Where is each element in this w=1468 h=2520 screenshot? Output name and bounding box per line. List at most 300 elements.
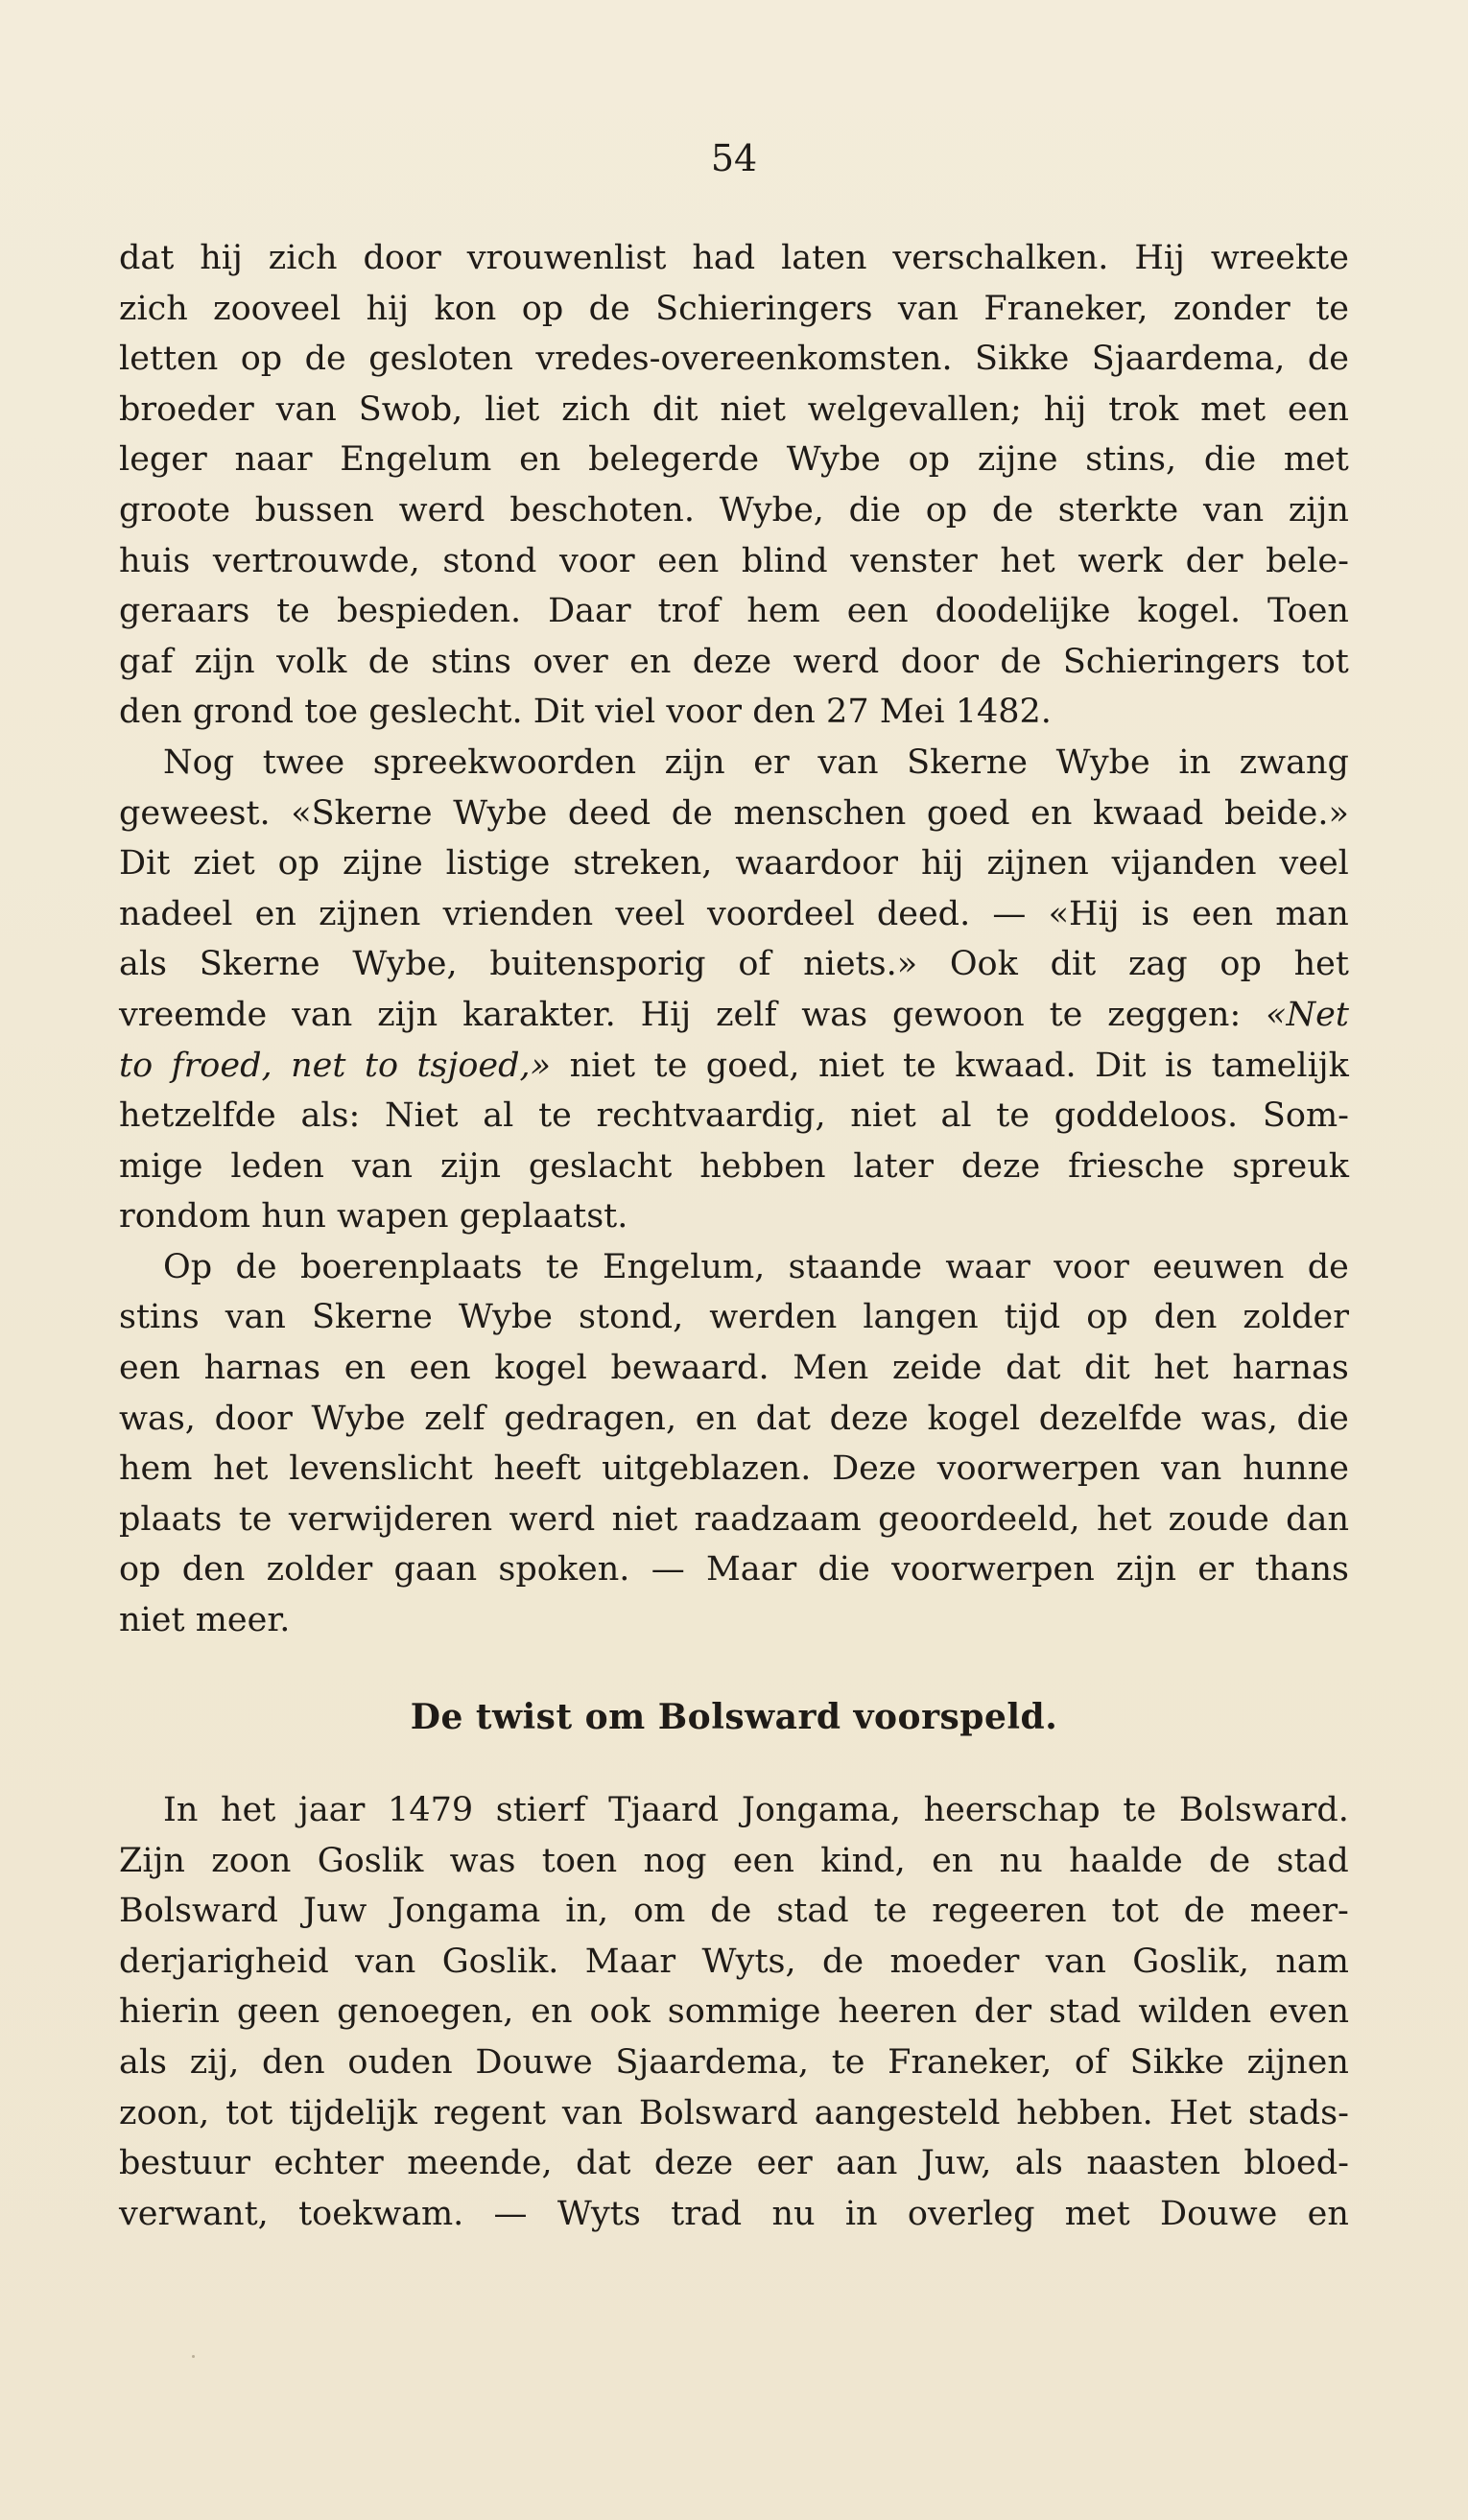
word: levenslicht <box>289 1449 473 1489</box>
word: niets.» <box>803 945 918 984</box>
word: naasten <box>1086 2144 1220 2183</box>
word: zij, <box>189 2042 240 2082</box>
word: en <box>519 440 561 480</box>
text-line <box>119 2037 1349 2088</box>
text-line <box>119 838 1349 889</box>
text-line <box>119 536 1349 587</box>
word: verwijderen <box>288 1499 493 1539</box>
word: «Skerne <box>291 793 433 833</box>
word: Mei <box>879 693 945 732</box>
word: te <box>902 1046 936 1085</box>
word: goddeloos. <box>1054 1096 1239 1136</box>
word: Men <box>793 1349 869 1388</box>
word: Goslik <box>317 1841 424 1880</box>
word: een <box>409 1349 471 1388</box>
word: vrouwenlist <box>466 239 667 277</box>
word: ook <box>589 1992 651 2032</box>
word: hij <box>920 844 964 883</box>
word: het <box>1153 1349 1209 1388</box>
word: ouden <box>347 2042 453 2082</box>
word: haalde <box>1069 1841 1183 1880</box>
word: Douwe <box>475 2042 593 2082</box>
word: plaats <box>119 1499 223 1539</box>
text-line <box>119 1937 1349 1988</box>
word: ziet <box>193 844 255 883</box>
word: meende, <box>407 2144 553 2183</box>
word: was, <box>1200 1399 1278 1438</box>
word: werk <box>1077 541 1163 580</box>
word: toe <box>304 693 359 732</box>
word: Tjaard <box>608 1791 720 1829</box>
word: kwaad <box>1093 793 1204 833</box>
word: menschen <box>733 793 907 833</box>
word: hetzelfde <box>119 1096 276 1136</box>
word: als: <box>300 1096 361 1136</box>
word: stad <box>1276 1841 1349 1880</box>
word: Sikke <box>975 340 1070 379</box>
word: als <box>119 945 168 984</box>
text-block-after-heading <box>119 1785 1349 2239</box>
word: van <box>275 389 337 429</box>
word: Toen <box>1267 592 1349 631</box>
word: een <box>1287 389 1349 429</box>
word: meer. <box>195 1601 291 1640</box>
word: «Hij <box>1048 894 1120 933</box>
text-block-before-heading <box>119 233 1349 1646</box>
word: geslecht. <box>368 693 523 732</box>
text-line <box>119 990 1349 1041</box>
word: wreekte <box>1210 239 1349 277</box>
word: van <box>351 1146 414 1186</box>
text-line <box>119 284 1349 335</box>
word: tijd <box>1004 1298 1061 1337</box>
word: zich <box>561 389 630 429</box>
word: veel <box>615 894 685 933</box>
word: niet <box>850 1096 916 1136</box>
word: stierf <box>495 1791 586 1829</box>
word: froed, <box>171 1046 272 1085</box>
word: op <box>1219 945 1262 984</box>
word: een <box>657 541 720 580</box>
word: viel <box>595 693 656 732</box>
word: der <box>974 1992 1032 2032</box>
word: van <box>897 289 959 328</box>
text-line <box>119 2088 1349 2139</box>
word: Wybe, <box>352 945 458 984</box>
text-line <box>119 1886 1349 1937</box>
word: Wyts, <box>701 1942 796 1981</box>
word: derjarigheid <box>119 1942 329 1981</box>
word: wapen <box>337 1197 449 1236</box>
word: langen <box>863 1298 979 1337</box>
word: Schieringers <box>655 289 873 328</box>
word: zijn <box>664 742 725 782</box>
word: Wybe <box>458 1298 554 1337</box>
text-line <box>119 738 1349 789</box>
word: om <box>633 1892 686 1931</box>
word: dat <box>576 2144 631 2183</box>
word: van <box>817 742 879 782</box>
word: te <box>1123 1791 1157 1829</box>
word: zeggen: <box>1107 995 1242 1034</box>
word: hunne <box>1243 1449 1349 1489</box>
word: te <box>653 1046 688 1085</box>
word: den <box>119 693 182 732</box>
word: thans <box>1255 1550 1349 1590</box>
word: is <box>1141 894 1170 933</box>
word: stad <box>776 1892 849 1931</box>
word: Bolsward <box>638 2093 798 2132</box>
word: op <box>1086 1298 1128 1337</box>
word: Maar <box>705 1550 797 1590</box>
text-line <box>119 334 1349 385</box>
word: spreuk <box>1232 1146 1349 1186</box>
word: eeuwen <box>1152 1247 1285 1286</box>
word: Douwe <box>1160 2194 1278 2233</box>
word: de <box>671 793 713 833</box>
word: dit <box>651 389 698 429</box>
word: deed. <box>876 894 971 933</box>
word: deze <box>960 1146 1041 1186</box>
word: to <box>364 1046 399 1085</box>
word: niet <box>119 1601 185 1640</box>
word: zag <box>1127 945 1188 984</box>
word: rondom <box>119 1197 251 1236</box>
text-line <box>119 1836 1349 1887</box>
text-line <box>119 1595 1349 1646</box>
word: Skerne <box>199 945 320 984</box>
word: bespieden. <box>336 592 522 631</box>
word: Jongama <box>391 1892 541 1931</box>
word: op <box>908 440 951 480</box>
text-line <box>119 2138 1349 2189</box>
word: stins <box>119 1298 200 1337</box>
word: of <box>738 945 771 984</box>
word: zijne <box>343 844 423 883</box>
word: Goslik. <box>441 1942 559 1981</box>
word: werd <box>398 490 485 530</box>
word: hem <box>119 1449 193 1489</box>
word: dat <box>119 239 175 277</box>
text-line <box>119 385 1349 436</box>
word: goed <box>926 793 1010 833</box>
word: voorwerpen <box>891 1550 1095 1590</box>
word: door <box>214 1399 293 1438</box>
word: venster <box>850 541 978 580</box>
word: stads- <box>1247 2093 1349 2132</box>
word: den <box>752 693 816 732</box>
word: twee <box>262 742 345 782</box>
word: Dit <box>119 844 171 883</box>
word: te <box>538 1096 572 1136</box>
text-line <box>119 1987 1349 2037</box>
word: in <box>844 2194 878 2233</box>
word: Franeker, <box>888 2042 1053 2082</box>
text-line <box>119 1041 1349 1092</box>
word: Hij <box>640 995 692 1034</box>
page-number: 54 <box>710 137 758 179</box>
word: heeren <box>838 1992 958 2032</box>
word: geslacht <box>528 1146 673 1186</box>
word: stond <box>442 541 537 580</box>
word: trof <box>657 592 721 631</box>
word: Engelum <box>340 440 492 480</box>
word: trok <box>1108 389 1179 429</box>
word: overleg <box>907 2194 1035 2233</box>
word: Sikke <box>1129 2042 1224 2082</box>
word: vredes-overeenkomsten. <box>535 340 953 379</box>
word: spreekwoorden <box>372 742 637 782</box>
word: vijanden <box>1111 844 1257 883</box>
word: Juw, <box>920 2144 992 2183</box>
word: hij <box>1043 389 1087 429</box>
word: door <box>900 642 979 681</box>
word: de <box>821 1942 864 1981</box>
word: harnas <box>1232 1349 1349 1388</box>
word: bussen <box>254 490 374 530</box>
word: Het <box>1169 2093 1232 2132</box>
word: In <box>163 1791 199 1829</box>
word: kind, <box>820 1841 906 1880</box>
word: den <box>1153 1298 1218 1337</box>
word: Skerne <box>311 1298 433 1337</box>
word: Daar <box>548 592 631 631</box>
word: van <box>292 995 353 1034</box>
word: te <box>831 2042 865 2082</box>
word: de <box>1183 1892 1225 1931</box>
word: deze <box>829 1399 909 1438</box>
word: deze <box>692 642 772 681</box>
word: en <box>932 1841 974 1880</box>
word: trad <box>671 2194 743 2233</box>
word: friesche <box>1068 1146 1205 1186</box>
word: te <box>1049 995 1083 1034</box>
word: hij <box>200 239 243 277</box>
word: tot <box>1301 642 1349 681</box>
word: gaan <box>393 1550 478 1590</box>
word: genoegen, <box>337 1992 514 2032</box>
word: de <box>1209 1841 1251 1880</box>
word: volk <box>276 642 347 681</box>
word: zijn <box>377 995 438 1034</box>
word: Ook <box>949 945 1018 984</box>
word: op <box>521 289 564 328</box>
word: toen <box>541 1841 618 1880</box>
word: de <box>235 1247 277 1286</box>
word: leger <box>119 440 207 480</box>
word: stins, <box>1085 440 1177 480</box>
word: of <box>1074 2042 1107 2082</box>
word: van <box>1202 490 1265 530</box>
word: heeft <box>493 1449 581 1489</box>
word: op <box>119 1550 161 1590</box>
word: niet <box>569 1046 636 1085</box>
word: 27 <box>826 693 869 732</box>
word: sommige <box>667 1992 821 2032</box>
word: — <box>493 2194 528 2233</box>
word: die <box>1296 1399 1349 1438</box>
text-line <box>119 2189 1349 2240</box>
text-line <box>119 1142 1349 1192</box>
word: regeeren <box>932 1892 1087 1931</box>
text-line <box>119 637 1349 688</box>
word: later <box>853 1146 934 1186</box>
word: en <box>254 894 296 933</box>
word: kwaad. <box>955 1046 1077 1085</box>
word: Bolsward <box>119 1892 278 1931</box>
word: de <box>304 340 346 379</box>
word: Wyts <box>556 2194 641 2233</box>
text-line <box>119 1343 1349 1394</box>
word: en <box>1307 2194 1349 2233</box>
word: — <box>651 1550 685 1590</box>
word: zijne <box>977 440 1058 480</box>
word: nadeel <box>119 894 233 933</box>
word: Deze <box>832 1449 917 1489</box>
text-line <box>119 1292 1349 1343</box>
word: buitensporig <box>489 945 706 984</box>
word: van <box>225 1298 286 1337</box>
word: Wybe <box>311 1399 406 1438</box>
word: Maar <box>584 1942 676 1981</box>
word: Juw <box>302 1892 367 1931</box>
paper-speck <box>192 2355 195 2358</box>
word: mige <box>119 1146 203 1186</box>
word: al <box>483 1096 514 1136</box>
word: zijn <box>194 642 255 681</box>
word: de <box>710 1892 752 1931</box>
word: zolder <box>1243 1298 1349 1337</box>
word: bewaard. <box>610 1349 770 1388</box>
text-line <box>119 485 1349 536</box>
word: dit <box>1050 945 1097 984</box>
word: het <box>213 1449 269 1489</box>
word: eer <box>756 2144 813 2183</box>
text-line <box>119 687 1349 738</box>
word: nog <box>643 1841 707 1880</box>
word: Skerne <box>907 742 1029 782</box>
word: op <box>240 340 283 379</box>
word: zich <box>268 239 338 277</box>
word: listige <box>445 844 551 883</box>
word: te <box>276 592 310 631</box>
word: beschoten. <box>509 490 695 530</box>
word: dan <box>1286 1499 1349 1539</box>
word: jaar <box>298 1791 366 1829</box>
word: — <box>992 894 1027 933</box>
word: verschalken. <box>892 239 1109 277</box>
word: met <box>1064 2194 1130 2233</box>
word: een <box>119 1349 180 1388</box>
word: verwant, <box>119 2194 269 2233</box>
word: echter <box>273 2144 384 2183</box>
word: letten <box>119 340 219 379</box>
word: naar <box>234 440 313 480</box>
word: het <box>221 1791 276 1829</box>
word: liet <box>485 389 540 429</box>
word: Wybe <box>1055 742 1150 782</box>
word: was, <box>119 1399 196 1438</box>
word: nu <box>771 2194 816 2233</box>
word: kogel <box>927 1399 1021 1438</box>
text-line <box>119 1495 1349 1545</box>
word: Jongama, <box>741 1791 901 1829</box>
word: grond <box>192 693 295 732</box>
word: die <box>817 1550 870 1590</box>
word: rechtvaardig, <box>596 1096 826 1136</box>
word: man <box>1275 894 1349 933</box>
word: voordeel <box>706 894 855 933</box>
word: doodelijke <box>935 592 1111 631</box>
word: en <box>343 1349 387 1388</box>
word: en <box>531 1992 573 2032</box>
word: goed, <box>705 1046 800 1085</box>
word: tot <box>1111 1892 1159 1931</box>
word: zijn <box>1116 1550 1177 1590</box>
word: Hij <box>1134 239 1185 277</box>
word: Wybe <box>786 440 881 480</box>
word: kon <box>434 289 497 328</box>
word: een <box>846 592 909 631</box>
text-line <box>119 939 1349 990</box>
word: met <box>1200 389 1267 429</box>
word: er <box>1197 1550 1234 1590</box>
word: uitgeblazen. <box>602 1449 812 1489</box>
word: dat <box>1006 1349 1061 1388</box>
word: zelf <box>716 995 777 1034</box>
word: nam <box>1275 1942 1349 1981</box>
word: Op <box>163 1247 213 1286</box>
text-line <box>119 1544 1349 1595</box>
word: tamelijk <box>1211 1046 1349 1085</box>
word: zoon, <box>119 2093 210 2132</box>
word: nu <box>999 1841 1043 1880</box>
word: hebben. <box>1016 2093 1153 2132</box>
word: sterkte <box>1057 490 1179 530</box>
word: stad <box>1049 1992 1122 2032</box>
word: voor <box>1054 1247 1129 1286</box>
word: tsjoed,» <box>416 1046 552 1085</box>
word: werd <box>509 1499 596 1539</box>
word: de <box>991 490 1034 530</box>
word: tijdelijk <box>289 2093 417 2132</box>
word: even <box>1268 1992 1349 2032</box>
word: de <box>367 642 410 681</box>
word: werd <box>793 642 880 681</box>
word: gesloten <box>368 340 513 379</box>
word: op <box>277 844 320 883</box>
word: het <box>1000 541 1055 580</box>
word: zich <box>119 289 188 328</box>
word: heerschap <box>923 1791 1101 1829</box>
word: dat <box>755 1399 811 1438</box>
word: to <box>119 1046 154 1085</box>
word: was <box>449 1841 516 1880</box>
word: gaf <box>119 642 174 681</box>
word: Wybe, <box>719 490 824 530</box>
word: zelf <box>424 1399 485 1438</box>
word: leden <box>230 1146 324 1186</box>
word: geweest. <box>119 793 271 833</box>
word: te <box>238 1499 272 1539</box>
word: der <box>1185 541 1243 580</box>
word: die <box>848 490 901 530</box>
text-line <box>119 889 1349 940</box>
word: al <box>940 1096 972 1136</box>
word: hun <box>261 1197 326 1236</box>
word: gedragen, <box>504 1399 677 1438</box>
word: er <box>753 742 790 782</box>
